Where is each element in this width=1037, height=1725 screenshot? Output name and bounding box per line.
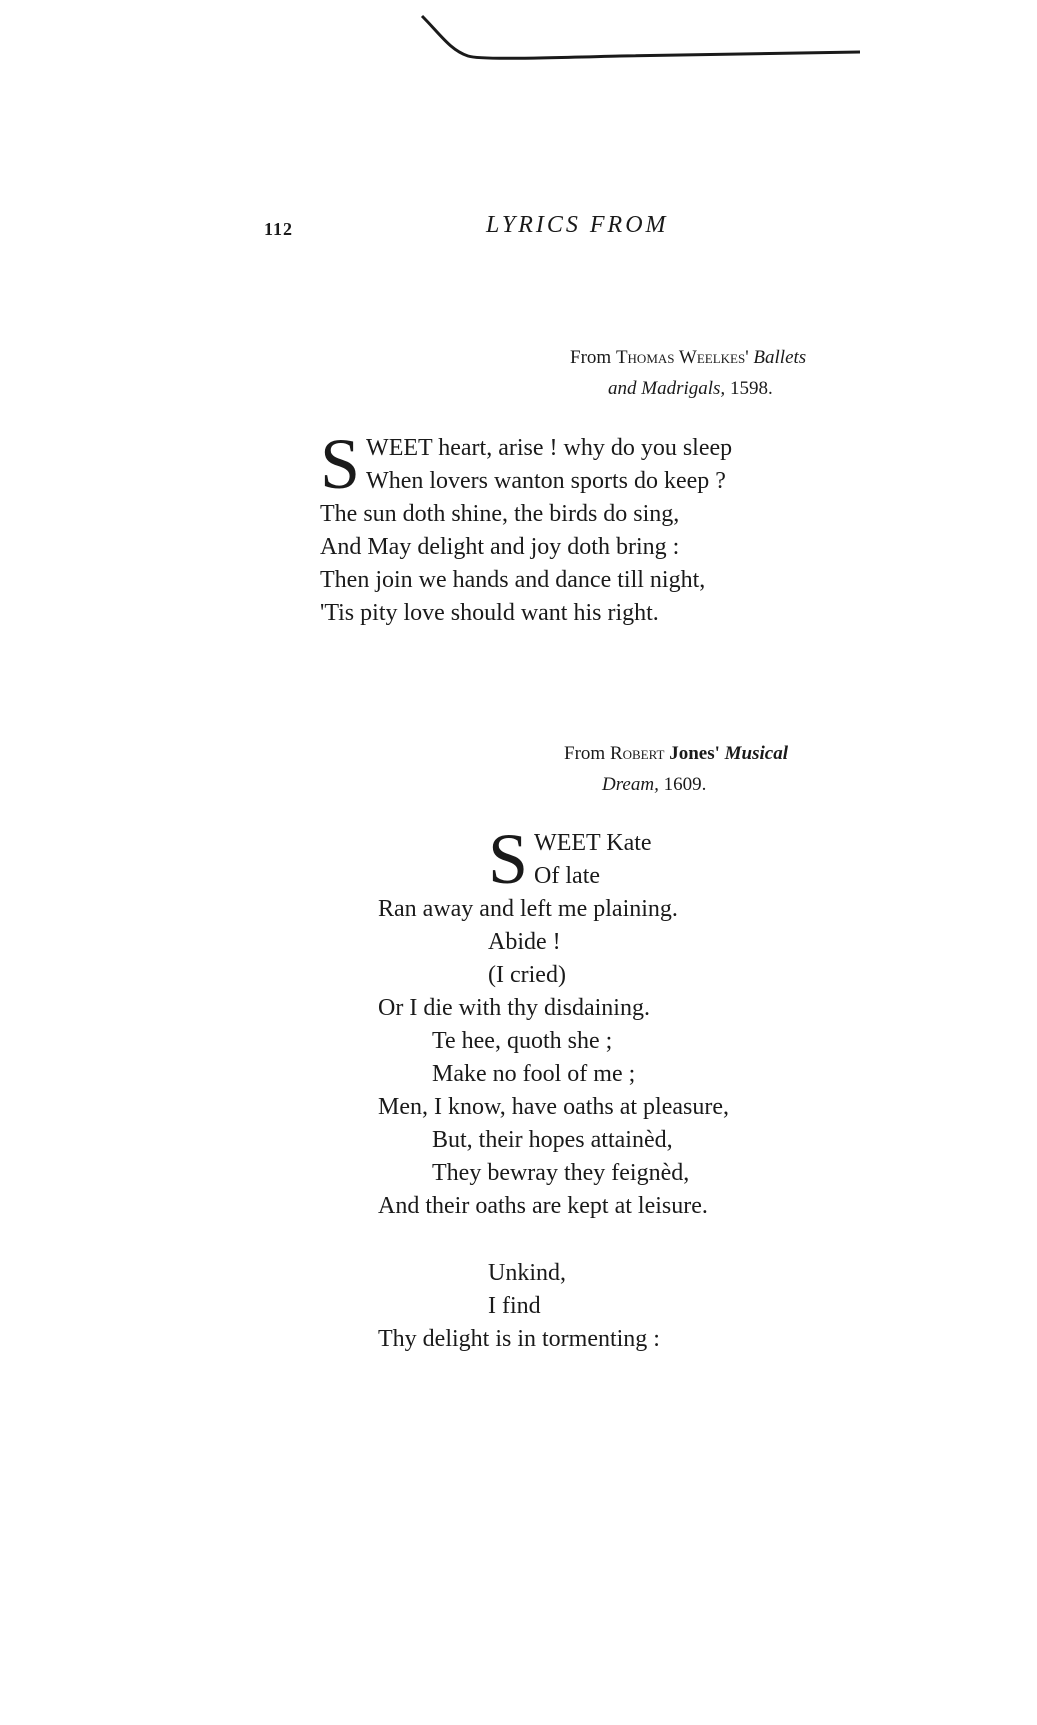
poem1-attribution-title-part1: Ballets	[753, 347, 807, 368]
poem2-line-11: They bewray they feignèd,	[432, 1160, 690, 1186]
poem2-line-14: I find	[488, 1293, 541, 1319]
poem1	[320, 424, 733, 630]
poem2-line-1: WEET Kate	[534, 830, 652, 856]
poem2-line-8: Make no fool of me ;	[432, 1061, 636, 1087]
poem2-line-2: Of late	[534, 863, 601, 889]
poem2-attribution-author-first: Robert	[609, 743, 665, 764]
poem2-drop-cap: S	[488, 819, 529, 899]
poem2-line-9: Men, I know, have oaths at pleasure,	[378, 1094, 729, 1120]
poem2-line-15: Thy delight is in tormenting :	[378, 1326, 660, 1352]
poem1-attribution	[570, 342, 806, 404]
poem2-stanza1	[378, 893, 729, 1356]
poem2-opening	[488, 819, 652, 899]
poem1-drop-cap: S	[320, 424, 361, 504]
poem1-line-2: When lovers wanton sports do keep ?	[366, 468, 726, 494]
poem1-attribution-line2	[570, 373, 806, 404]
page-number: 112	[264, 219, 294, 239]
poem2-attribution-author-last: Jones'	[669, 743, 720, 764]
poem2-attribution-title-part1: Musical	[724, 743, 788, 764]
poem1-line-1: WEET heart, arise ! why do you sleep	[366, 435, 733, 461]
poem2-attribution-prefix: From	[564, 743, 610, 764]
poem2-attribution-year: 1609.	[663, 774, 707, 795]
running-head: LYRICS FROM	[486, 212, 669, 238]
poem2-line-7: Te hee, quoth she ;	[432, 1028, 613, 1054]
poem1-attribution-prefix: From	[570, 347, 616, 368]
poem2-line-4: Abide !	[488, 929, 561, 955]
poem2-line-3: Ran away and left me plaining.	[378, 896, 678, 922]
stanza-gap	[378, 1223, 729, 1257]
top-ink-stroke	[420, 12, 860, 72]
poem2-attribution	[564, 738, 788, 800]
poem1-line-3: The sun doth shine, the birds do sing,	[320, 501, 680, 527]
poem1-attribution-year: 1598.	[729, 378, 773, 399]
poem2-line-12: And their oaths are kept at leisure.	[378, 1193, 708, 1219]
poem1-attribution-author: Thomas Weelkes'	[615, 347, 749, 368]
poem1-line-6: 'Tis pity love should want his right.	[320, 600, 659, 626]
poem2-line-13: Unkind,	[488, 1260, 566, 1286]
poem1-line-5: Then join we hands and dance till night,	[320, 567, 706, 593]
poem1-line-4: And May delight and joy doth bring :	[320, 534, 680, 560]
poem2-line-10: But, their hopes attainèd,	[432, 1127, 673, 1153]
poem2-line-5: (I cried)	[488, 962, 566, 988]
poem1-attribution-title-part2: and Madrigals,	[608, 378, 726, 399]
poem2-line-6: Or I die with thy disdaining.	[378, 995, 650, 1021]
poem2-attribution-title-part2: Dream,	[602, 774, 659, 795]
poem2-attribution-line2	[564, 769, 788, 800]
